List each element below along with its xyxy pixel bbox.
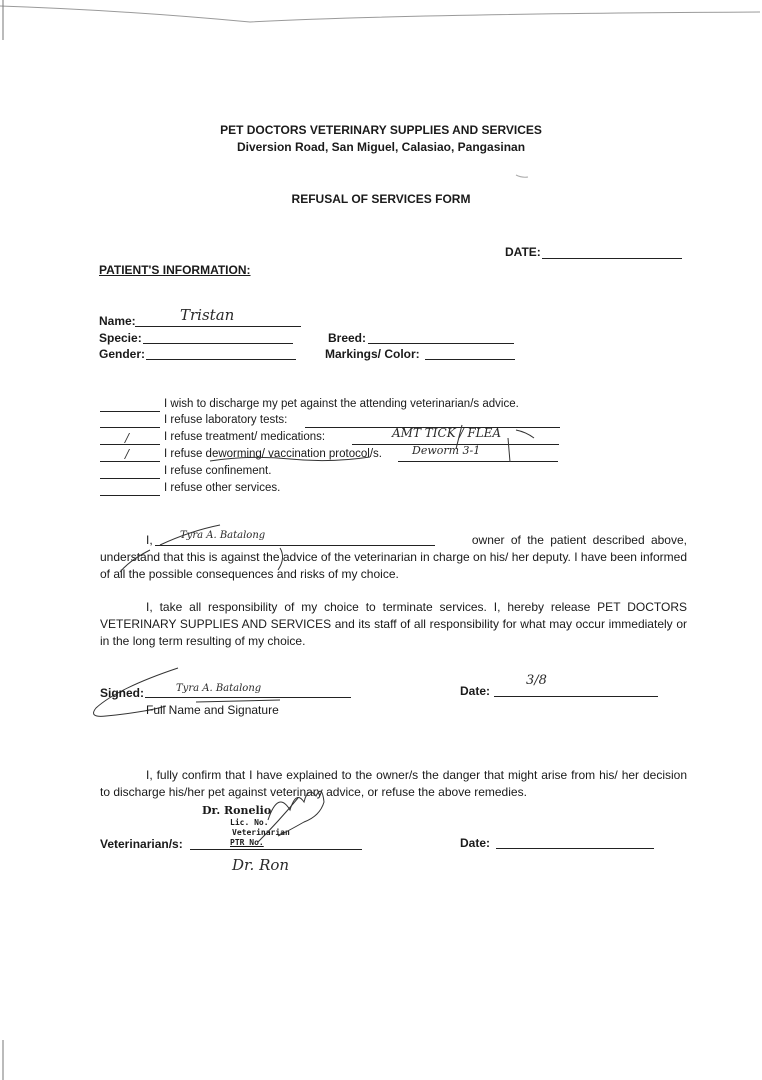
company-address: Diversion Road, San Miguel, Calasiao, Pangasinan bbox=[236, 140, 526, 154]
option-mark-3: / bbox=[125, 431, 130, 445]
signed-label: Signed: bbox=[100, 686, 144, 700]
option-mark-4: / bbox=[125, 447, 130, 461]
para1-lead: I, bbox=[146, 533, 153, 547]
signed-date-label: Date: bbox=[460, 684, 491, 698]
owner-signature: Tyra A. Batalong bbox=[176, 683, 262, 694]
para2: I, take all responsibility of my choice to terminate services. I, hereby release PET DOCTORS VETERINARY SUPPLIES AND SERVICES and its staff of all responsibility for what may occur immediately or in the long term resulting of my choice. bbox=[100, 600, 687, 648]
gender-label: Gender: bbox=[99, 347, 146, 361]
option-text-1: I wish to discharge my pet against the attending veterinarian/s advice. bbox=[164, 398, 519, 410]
para3: I, fully confirm that I have explained to the owner/s the danger that might arise from his/ her decision to discharge his/her pet against veterinary advice, or refuse the above remedies. bbox=[100, 768, 687, 799]
veterinarian-label: Veterinarian/s: bbox=[100, 837, 183, 851]
vet-date-label: Date: bbox=[460, 836, 491, 850]
para1-body: understand that this is against the advice of the veterinarian in charge on his/ her deputy. I have been informed of all the possible consequences and risks of my choice. bbox=[100, 550, 687, 581]
option-text-2: I refuse laboratory tests: bbox=[164, 414, 288, 426]
date-label: DATE: bbox=[505, 245, 541, 259]
veterinarian-line[interactable] bbox=[190, 849, 362, 850]
vet-handwriting: Dr. Ron bbox=[232, 856, 290, 874]
vet-date-line[interactable] bbox=[496, 848, 654, 849]
form-title: REFUSAL OF SERVICES FORM bbox=[291, 192, 471, 206]
vet-stamp-role: Veterinarian bbox=[232, 828, 290, 837]
name-handwriting: Tristan bbox=[180, 306, 235, 324]
option-note-3: AMT TICK / FLEA bbox=[392, 426, 502, 440]
specie-label: Specie: bbox=[99, 331, 142, 345]
caption-text: Full Name and Signature bbox=[146, 703, 279, 717]
option-text-5: I refuse confinement. bbox=[164, 465, 272, 477]
breed-label: Breed: bbox=[328, 331, 367, 345]
vet-stamp-name: Dr. Ronelio bbox=[202, 804, 272, 817]
name-label: Name: bbox=[99, 314, 136, 328]
signed-date-handwriting: 3/8 bbox=[526, 673, 547, 688]
patient-info-heading: PATIENT'S INFORMATION: bbox=[99, 263, 251, 277]
para1-first-line-rest: owner of the patient described above, bbox=[471, 533, 687, 547]
option-text-4: I refuse deworming/ vaccination protocol/s. bbox=[164, 448, 382, 460]
vet-stamp-ptr: PTR No. bbox=[230, 838, 264, 847]
company-name: PET DOCTORS VETERINARY SUPPLIES AND SERVICES bbox=[220, 123, 542, 137]
option-text-6: I refuse other services. bbox=[164, 482, 281, 494]
owner-handwriting: Tyra A. Batalong bbox=[180, 530, 266, 541]
markings-label: Markings/ Color: bbox=[325, 347, 420, 361]
option-note-4: Deworm 3-1 bbox=[412, 444, 481, 457]
vet-stamp-lic: Lic. No. bbox=[230, 818, 269, 827]
option-text-3: I refuse treatment/ medications: bbox=[164, 431, 326, 443]
